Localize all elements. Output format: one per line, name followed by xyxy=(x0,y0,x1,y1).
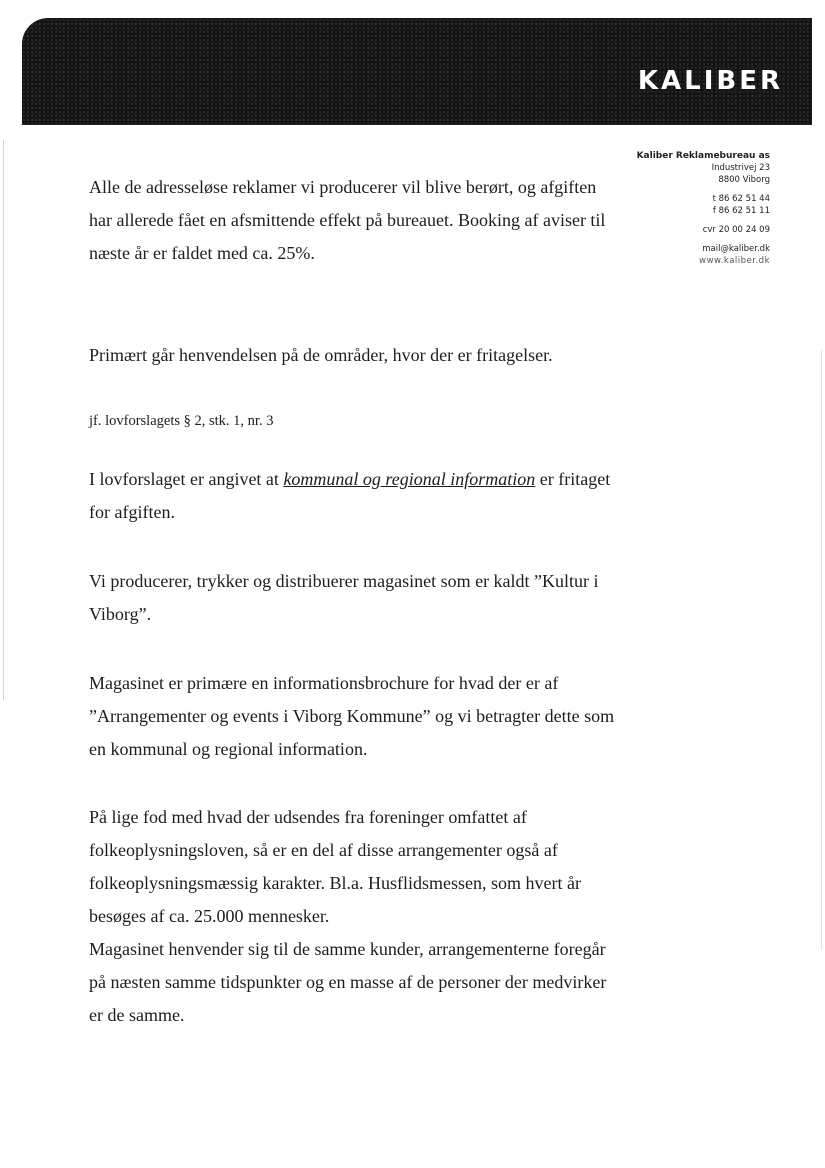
text-line: Vi producerer, trykker og distribuerer magasinet som er kaldt ”Kultur i xyxy=(89,571,599,591)
text-line: har allerede fået en afsmittende effekt på bureauet. Booking af aviser til xyxy=(89,210,606,230)
phone-number: t 86 62 51 44 xyxy=(712,194,770,204)
paragraph-magazine-purpose xyxy=(89,667,614,766)
text-line: for afgiften. xyxy=(89,502,175,522)
text-line: folkeoplysningsmæssig karakter. Bl.a. Husflidsmessen, som hvert år xyxy=(89,873,581,893)
text-line: folkeoplysningsloven, så er en del af disse arrangementer også af xyxy=(89,840,558,860)
text-line: på næsten samme tidspunkter og en masse af de personer der medvirker xyxy=(89,972,607,992)
text-line: Alle de adresseløse reklamer vi producerer vil blive berørt, og afgiften xyxy=(89,177,597,197)
text-line: Magasinet er primære en informationsbrochure for hvad der er af xyxy=(89,673,559,693)
emphasized-phrase: kommunal og regional information xyxy=(283,469,536,489)
scan-edge-left xyxy=(3,140,4,700)
website-address: www.kaliber.dk xyxy=(699,256,770,266)
email-address: mail@kaliber.dk xyxy=(702,244,770,254)
text-segment: er fritaget xyxy=(535,469,611,489)
fax-number: f 86 62 51 11 xyxy=(712,206,770,216)
text-line: Primært går henvendelsen på de områder, hvor der er fritagelser. xyxy=(89,345,553,365)
street-address: Industrivej 23 xyxy=(711,163,770,173)
text-segment: I lovforslaget er angivet at xyxy=(89,469,284,489)
text-line: Viborg”. xyxy=(89,604,152,624)
text-line: næste år er faldet med ca. 25%. xyxy=(89,243,315,263)
paragraph-exemptions xyxy=(89,339,553,372)
paragraph-booking-decline xyxy=(89,171,605,270)
law-reference: jf. lovforslagets § 2, stk. 1, nr. 3 xyxy=(89,413,274,429)
paragraph-public-enlightenment xyxy=(89,801,606,1032)
text-line xyxy=(89,463,610,496)
text-line: Magasinet henvender sig til de samme kunder, arrangementerne foregår xyxy=(89,939,606,959)
text-line: ”Arrangementer og events i Viborg Kommune” og vi betragter dette som xyxy=(89,706,615,726)
paragraph-law-exemption xyxy=(89,463,610,529)
text-line: På lige fod med hvad der udsendes fra foreninger omfattet af xyxy=(89,807,527,827)
cvr-number: cvr 20 00 24 09 xyxy=(702,225,770,235)
company-name: Kaliber Reklamebureau as xyxy=(636,151,770,161)
text-line: en kommunal og regional information. xyxy=(89,739,368,759)
scan-edge-right xyxy=(821,350,822,950)
city-address: 8800 Viborg xyxy=(718,175,770,185)
paragraph-magazine-production xyxy=(89,565,599,631)
text-line: besøges af ca. 25.000 mennesker. xyxy=(89,906,330,926)
kaliber-logo: KALIBER xyxy=(637,66,783,96)
text-line: er de samme. xyxy=(89,1005,185,1025)
